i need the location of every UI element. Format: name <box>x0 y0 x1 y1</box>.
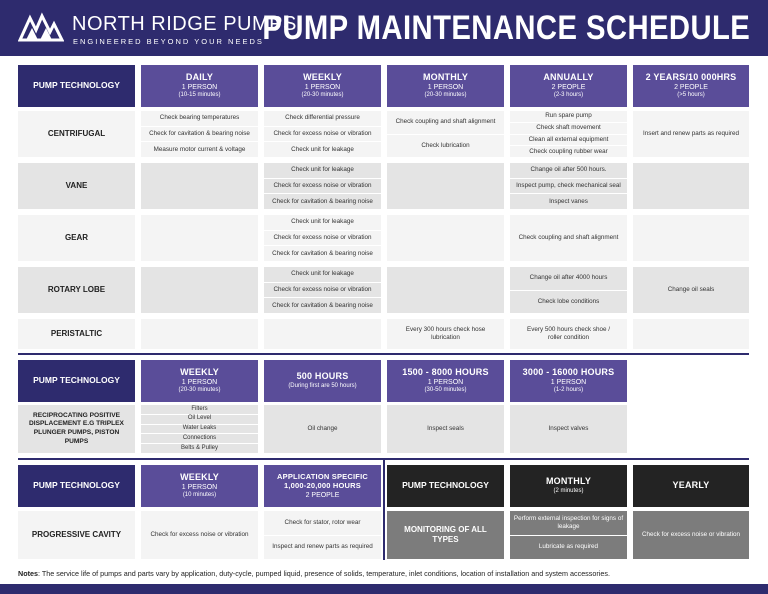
lobe-daily <box>141 267 258 313</box>
brand-name: NORTH RIDGE PUMPS <box>72 13 297 35</box>
s3-right-corner <box>387 465 504 507</box>
row-label-vane: VANE <box>18 163 135 209</box>
page-header <box>0 0 768 56</box>
col-people: 2 PEOPLE <box>305 492 340 500</box>
col-title: 3000 - 16000 HOURS <box>522 366 615 377</box>
col-people: 1 PERSON <box>181 484 218 492</box>
col-people: 1 PERSON <box>550 379 587 387</box>
task: Filters <box>141 405 258 415</box>
s2-weekly <box>141 405 258 453</box>
peristaltic-annually: Every 500 hours check shoe / roller condition <box>510 319 627 349</box>
s3-weekly: Check for excess noise or vibration <box>141 511 258 559</box>
task: Run spare pump <box>510 111 627 123</box>
notes-label: Notes <box>18 569 38 578</box>
col-people: 1 PERSON <box>304 84 341 92</box>
task: Check lobe conditions <box>537 297 600 305</box>
col-daily-header <box>141 65 258 107</box>
vane-2years <box>633 163 749 209</box>
row-label-gear: GEAR <box>18 215 135 261</box>
col-time: (10-15 minutes) <box>178 92 221 99</box>
task: Check unit for leakage <box>264 215 381 231</box>
task: Check for cavitation & bearing noise <box>272 197 373 205</box>
col-title: MONTHLY <box>545 476 592 487</box>
task: Check for excess noise or vibration <box>264 179 381 195</box>
s2-1500: Inspect seals <box>387 405 504 453</box>
task: Change oil after 4000 hours <box>510 267 627 291</box>
row-label-centrifugal: CENTRIFUGAL <box>18 111 135 157</box>
gear-annually: Check coupling and shaft alignment <box>510 215 627 261</box>
peristaltic-monthly: Every 300 hours check hose lubrication <box>387 319 504 349</box>
peristaltic-daily <box>141 319 258 349</box>
s3-app <box>264 511 381 559</box>
lobe-weekly <box>264 267 381 313</box>
vane-weekly <box>264 163 381 209</box>
task: Check for cavitation & bearing noise <box>141 127 258 143</box>
col-time: (20-30 minutes) <box>301 92 344 99</box>
section-divider <box>18 353 749 355</box>
col-time: (1-2 hours) <box>553 387 584 394</box>
col-time: (2 minutes) <box>553 487 584 494</box>
centrifugal-annually <box>510 111 627 157</box>
col-people: 2 PEOPLE <box>551 84 586 92</box>
task: Water Leaks <box>141 425 258 435</box>
task: Check for excess noise or vibration <box>264 127 381 143</box>
s3-app-header <box>264 465 381 507</box>
col-time: (20-30 minutes) <box>424 92 467 99</box>
mountain-logo-icon <box>18 10 64 46</box>
page-footer-bar <box>0 584 768 594</box>
col-time: (20-30 minutes) <box>178 387 221 394</box>
task: Check for cavitation & bearing noise <box>272 249 373 257</box>
col-time: (2-3 hours) <box>553 92 584 99</box>
corner-label: PUMP TECHNOLOGY <box>402 480 489 491</box>
section3-corner <box>18 465 135 507</box>
s2-3000: Inspect valves <box>510 405 627 453</box>
gear-daily <box>141 215 258 261</box>
gear-weekly <box>264 215 381 261</box>
task: Connections <box>141 434 258 444</box>
gear-monthly <box>387 215 504 261</box>
task: Check for excess noise or vibration <box>264 231 381 247</box>
brand-tagline: ENGINEERED BEYOND YOUR NEEDS <box>73 37 264 46</box>
lobe-annually <box>510 267 627 313</box>
col-people: 1 PERSON <box>181 84 218 92</box>
section2-corner <box>18 360 135 402</box>
s3-weekly-header <box>141 465 258 507</box>
s2-1500-header <box>387 360 504 402</box>
task: Check unit for leakage <box>291 145 354 153</box>
task: Lubricate as required <box>538 543 599 551</box>
task: Check lubrication <box>421 141 470 149</box>
corner-label: PUMP TECHNOLOGY <box>33 375 120 386</box>
task: Check for cavitation & bearing noise <box>272 301 373 309</box>
col-2years-header <box>633 65 749 107</box>
task: Check coupling and shaft alignment <box>387 111 504 135</box>
task: Check coupling rubber wear <box>529 147 608 155</box>
s2-weekly-header <box>141 360 258 402</box>
corner-label: PUMP TECHNOLOGY <box>33 480 120 491</box>
centrifugal-weekly <box>264 111 381 157</box>
col-title: DAILY <box>185 71 214 82</box>
vane-daily <box>141 163 258 209</box>
s3-yearly-header <box>633 465 749 507</box>
section-vdivider <box>383 460 385 560</box>
task: Check differential pressure <box>264 111 381 127</box>
task: Check for stator, rotor wear <box>264 511 381 536</box>
footnote <box>18 569 610 578</box>
s3-monthly <box>510 511 627 559</box>
s2-500hours: Oil change <box>264 405 381 453</box>
task: Perform external inspection for signs of leakage <box>510 511 627 536</box>
col-monthly-header <box>387 65 504 107</box>
page-title: PUMP MAINTENANCE SCHEDULE <box>262 9 750 47</box>
col-annually-header <box>510 65 627 107</box>
gear-2years <box>633 215 749 261</box>
col-people: 1 PERSON <box>427 84 464 92</box>
task: Oil Level <box>141 415 258 425</box>
col-people: 1 PERSON <box>427 379 464 387</box>
s2-500hours-header <box>264 360 381 402</box>
vane-annually <box>510 163 627 209</box>
notes-text: : The service life of pumps and parts vary by application, duty-cycle, pumped liquid, presence of solids, temperature, inlet conditions, location of installation and system accessories. <box>37 569 610 578</box>
col-title: WEEKLY <box>303 71 342 82</box>
col-title: YEARLY <box>672 480 710 491</box>
row-label-rotary-lobe: ROTARY LOBE <box>18 267 135 313</box>
col-title: MONTHLY <box>422 71 469 82</box>
col-title: WEEKLY <box>180 366 219 377</box>
col-time: (30-50 minutes) <box>424 387 467 394</box>
centrifugal-2years: Insert and renew parts as required <box>633 111 749 157</box>
task: Change oil after 500 hours. <box>510 163 627 179</box>
section1-corner <box>18 65 135 107</box>
peristaltic-2years <box>633 319 749 349</box>
col-people: 1 PERSON <box>181 379 218 387</box>
task: Inspect pump, check mechanical seal <box>510 179 627 195</box>
col-time: (10 minutes) <box>182 492 217 499</box>
vane-monthly <box>387 163 504 209</box>
col-title: 2 YEARS/10 000HRS <box>645 71 737 82</box>
s3-yearly: Check for excess noise or vibration <box>633 511 749 559</box>
centrifugal-monthly <box>387 111 504 157</box>
centrifugal-daily <box>141 111 258 157</box>
col-weekly-header <box>264 65 381 107</box>
col-time: (>5 hours) <box>677 92 705 99</box>
col-title: WEEKLY <box>180 471 219 482</box>
col-title: 1500 - 8000 HOURS <box>402 366 489 377</box>
task: Check shaft movement <box>510 123 627 135</box>
s2-3000-header <box>510 360 627 402</box>
lobe-2years: Change oil seals <box>633 267 749 313</box>
corner-label: PUMP TECHNOLOGY <box>33 80 120 91</box>
peristaltic-weekly <box>264 319 381 349</box>
task: Inspect and renew parts as required <box>272 543 373 551</box>
col-people: 2 PEOPLE <box>674 84 708 92</box>
row-label-peristaltic: PERISTALTIC <box>18 319 135 349</box>
lobe-monthly <box>387 267 504 313</box>
task: Check for excess noise or vibration <box>264 283 381 299</box>
task: Check unit for leakage <box>264 163 381 179</box>
task: Check unit for leakage <box>264 267 381 283</box>
task: Clean all external equipment <box>510 135 627 147</box>
col-title: ANNUALLY <box>543 71 594 82</box>
row-label-progressive-cavity: PROGRESSIVE CAVITY <box>18 511 135 559</box>
row-label-monitoring: MONITORING OF ALL TYPES <box>387 511 504 559</box>
row-label-reciprocating: RECIPROCATING POSITIVE DISPLACEMENT E.G TRIPLEX PLUNGER PUMPS, PISTON PUMPS <box>18 405 135 453</box>
col-title: APPLICATION SPECIFIC 1,000-20,000 HOURS <box>277 471 368 491</box>
task: Inspect vanes <box>549 197 588 205</box>
col-title: 500 HOURS <box>296 371 349 382</box>
col-time: (During first are 50 hours) <box>288 382 357 389</box>
s3-monthly-header <box>510 465 627 507</box>
task: Measure motor current & voltage <box>153 145 246 153</box>
task: Check bearing temperatures <box>141 111 258 127</box>
task: Belts & Pulley <box>180 444 219 451</box>
